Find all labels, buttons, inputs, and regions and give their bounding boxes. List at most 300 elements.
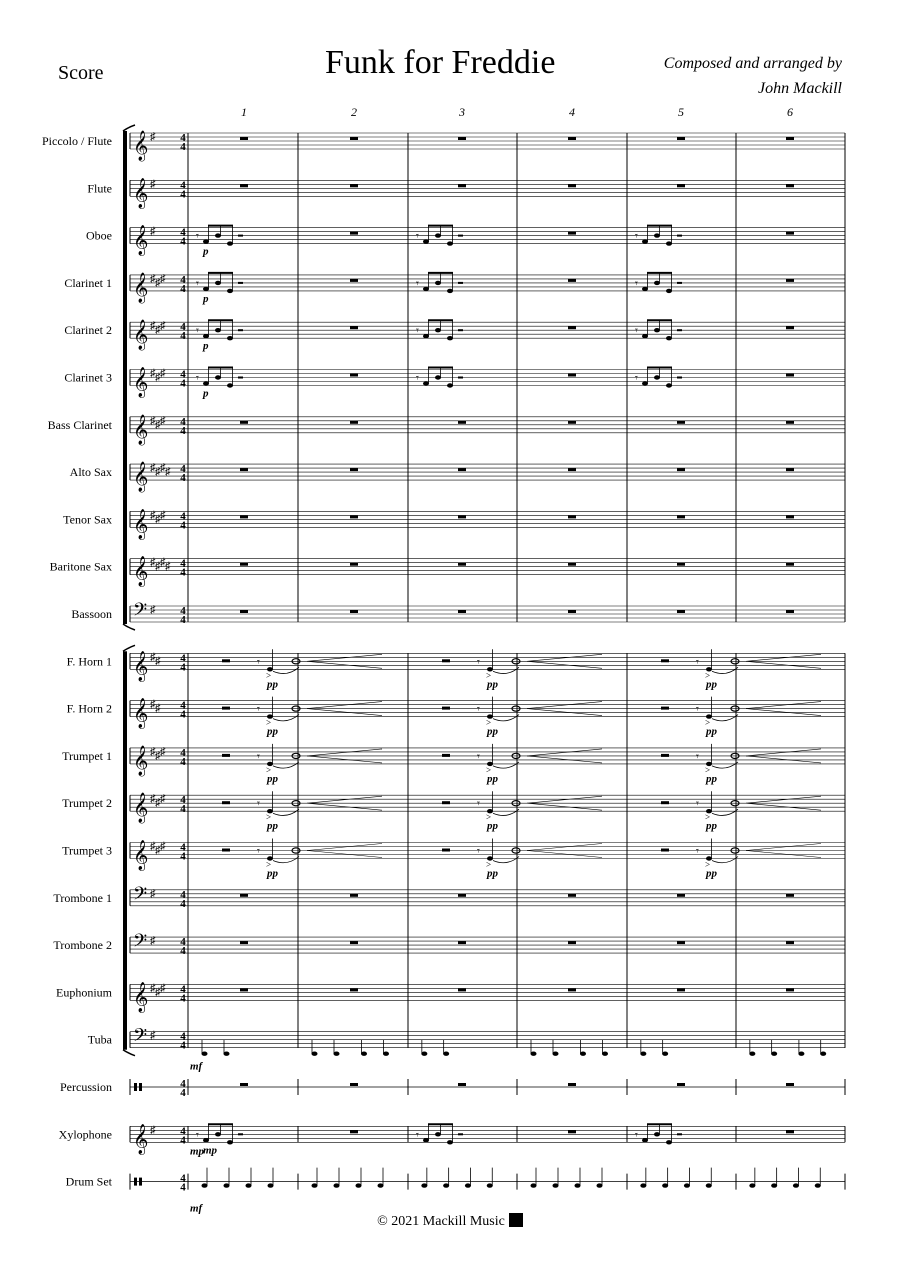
eighth-rest-icon: 𝄾 [477, 703, 480, 716]
decrescendo-line [307, 796, 382, 803]
whole-rest-icon [350, 326, 358, 329]
key-sharp-icon: ♯ [165, 560, 171, 573]
instrument-name: Baritone Sax [49, 559, 112, 574]
accent-mark: > [486, 670, 492, 681]
eighth-rest-icon: 𝄾 [696, 750, 699, 763]
key-sharp-icon: ♯ [150, 272, 156, 285]
dynamic-marking: mp [203, 1144, 218, 1157]
whole-rest-icon [568, 184, 576, 187]
tie-arc [712, 857, 738, 863]
tie-arc [712, 667, 738, 673]
instrument-name: Clarinet 1 [64, 275, 112, 290]
dynamic-marking: p [203, 387, 209, 400]
treble-clef-icon: 𝄞 [133, 509, 149, 539]
key-sharp-icon: ♯ [150, 840, 156, 853]
accent-mark: > [705, 670, 711, 681]
staff-clarinet-2 [64, 319, 845, 352]
tie-arc [712, 809, 738, 815]
half-rest-icon [442, 659, 450, 662]
time-signature-bottom: 4 [180, 330, 186, 343]
staff-clarinet-1 [64, 272, 845, 305]
whole-rest-icon [350, 421, 358, 424]
time-signature-bottom: 4 [180, 945, 186, 958]
eighth-rest-icon: 𝄾 [635, 325, 638, 338]
staff-drum-set [66, 1168, 845, 1215]
whole-rest-icon [786, 515, 794, 518]
time-signature-bottom: 4 [180, 1181, 186, 1194]
whole-rest-icon [677, 988, 685, 991]
half-rest-icon [222, 659, 230, 662]
whole-rest-icon [240, 468, 248, 471]
treble-clef-icon: 𝄞 [133, 225, 149, 255]
decrescendo-line [307, 756, 382, 763]
decrescendo-line [746, 709, 821, 716]
whole-rest-icon [568, 515, 576, 518]
time-signature-bottom: 4 [180, 424, 186, 437]
staff-trombone-2 [53, 930, 845, 957]
eighth-rest-icon: 𝄾 [257, 750, 260, 763]
whole-rest-icon [568, 232, 576, 235]
key-sharp-icon: ♯ [155, 513, 161, 526]
time-signature-top: 4 [180, 321, 186, 334]
staff-oboe [86, 225, 845, 258]
whole-rest-icon [786, 137, 794, 140]
note-head [640, 1052, 646, 1056]
dynamic-marking: pp [267, 678, 278, 691]
whole-rest-icon [240, 184, 248, 187]
measure-number: 6 [787, 105, 793, 119]
accent-mark: > [705, 859, 711, 870]
decrescendo-line [307, 749, 382, 756]
key-sharp-icon: ♯ [150, 604, 156, 616]
staff-percussion [60, 1078, 845, 1099]
time-signature-top: 4 [180, 179, 186, 192]
measure-number: 4 [569, 105, 575, 119]
dynamic-marking: mp [190, 1145, 205, 1158]
treble-clef-icon: 𝄞 [133, 698, 149, 728]
time-signature-top: 4 [180, 226, 186, 239]
whole-rest-icon [786, 468, 794, 471]
whole-rest-icon [568, 326, 576, 329]
quarter-rest-icon [677, 329, 682, 331]
time-signature-bottom: 4 [180, 1087, 186, 1099]
staff-trumpet-1 [62, 744, 845, 785]
time-signature-bottom: 4 [180, 803, 186, 816]
decrescendo-line [527, 844, 602, 851]
time-signature-bottom: 4 [180, 661, 186, 674]
composer-name: John Mackill [758, 80, 842, 97]
key-sharp-icon: ♯ [155, 418, 161, 431]
treble-clef-icon: 𝄞 [133, 793, 149, 823]
decrescendo-line [527, 803, 602, 810]
piece-title: Funk for Freddie [325, 44, 556, 81]
whole-rest-icon [240, 421, 248, 424]
whole-rest-icon [786, 374, 794, 377]
decrescendo-line [527, 709, 602, 716]
time-signature-bottom: 4 [180, 472, 186, 485]
time-signature-top: 4 [180, 557, 186, 570]
dynamic-marking: pp [267, 725, 278, 738]
accent-mark: > [705, 812, 711, 823]
instrument-name: Trumpet 1 [62, 748, 112, 763]
staff-euphonium [56, 981, 845, 1013]
instrument-name: Flute [87, 181, 112, 196]
instrument-name: Trumpet 2 [62, 796, 112, 811]
whole-rest-icon [240, 515, 248, 518]
eighth-rest-icon: 𝄾 [696, 798, 699, 811]
eighth-rest-icon: 𝄾 [477, 845, 480, 858]
decrescendo-line [307, 654, 382, 661]
time-signature-bottom: 4 [180, 235, 186, 248]
whole-rest-icon [350, 1083, 358, 1086]
key-sharp-icon: ♯ [155, 466, 161, 479]
time-signature-bottom: 4 [180, 519, 186, 532]
key-sharp-icon: ♯ [150, 1124, 156, 1137]
eighth-rest-icon: 𝄾 [416, 277, 419, 290]
whole-rest-icon [568, 941, 576, 944]
whole-rest-icon [677, 468, 685, 471]
time-signature-top: 4 [180, 415, 186, 428]
dynamic-marking: pp [487, 725, 498, 738]
time-signature-bottom: 4 [180, 614, 186, 626]
eighth-rest-icon: 𝄾 [196, 1129, 199, 1142]
time-signature-top: 4 [180, 510, 186, 523]
key-sharp-icon: ♯ [165, 466, 171, 479]
time-signature-top: 4 [180, 132, 186, 144]
half-rest-icon [442, 707, 450, 710]
whole-rest-icon [568, 1083, 576, 1086]
dynamic-marking: pp [267, 820, 278, 833]
dynamic-marking: pp [487, 772, 498, 785]
bass-clef-icon: 𝄢 [133, 1024, 148, 1050]
tie-arc [273, 809, 299, 815]
decrescendo-line [746, 756, 821, 763]
tie-arc [712, 715, 738, 721]
instrument-name: Piccolo / Flute [42, 134, 112, 148]
decrescendo-line [527, 756, 602, 763]
dynamic-marking: mf [190, 1202, 203, 1215]
decrescendo-line [527, 661, 602, 668]
time-signature-top: 4 [180, 888, 186, 901]
whole-rest-icon [240, 563, 248, 566]
accent-mark: > [266, 670, 272, 681]
tie-arc [493, 715, 519, 721]
percussion-clef-icon [139, 1083, 142, 1091]
whole-rest-icon [568, 279, 576, 282]
whole-rest-icon [677, 941, 685, 944]
quarter-rest-icon [677, 377, 682, 379]
measure-number: 2 [351, 105, 357, 119]
key-sharp-icon: ♯ [160, 840, 166, 853]
time-signature-bottom: 4 [180, 992, 186, 1005]
decrescendo-line [307, 709, 382, 716]
dynamic-marking: pp [487, 820, 498, 833]
half-rest-icon [661, 801, 669, 804]
time-signature-top: 4 [180, 1125, 186, 1138]
decrescendo-line [527, 749, 602, 756]
staff-xylophone [59, 1123, 845, 1157]
eighth-rest-icon: 𝄾 [257, 845, 260, 858]
whole-rest-icon [786, 421, 794, 424]
whole-rest-icon [350, 894, 358, 897]
quarter-rest-icon [238, 329, 243, 331]
treble-clef-icon: 𝄞 [133, 462, 149, 492]
instrument-name: Bassoon [71, 607, 112, 621]
instrument-name: Clarinet 3 [64, 370, 112, 385]
staff-flute [87, 177, 845, 209]
time-signature-top: 4 [180, 1030, 186, 1043]
eighth-rest-icon: 𝄾 [416, 372, 419, 385]
whole-rest-icon [677, 137, 685, 140]
tie-arc [273, 857, 299, 863]
whole-rest-icon [350, 610, 358, 613]
whole-rest-icon [240, 988, 248, 991]
accent-mark: > [705, 717, 711, 728]
note-head [531, 1052, 537, 1056]
time-signature-bottom: 4 [180, 566, 186, 579]
decrescendo-line [746, 844, 821, 851]
tie-arc [493, 762, 519, 768]
percussion-clef-icon [134, 1083, 137, 1091]
tie-arc [273, 762, 299, 768]
whole-rest-icon [568, 421, 576, 424]
dynamic-marking: pp [706, 820, 717, 833]
whole-rest-icon [240, 610, 248, 613]
accent-mark: > [266, 717, 272, 728]
key-sharp-icon: ♯ [150, 462, 156, 475]
half-rest-icon [442, 849, 450, 852]
decrescendo-line [746, 803, 821, 810]
time-signature-bottom: 4 [180, 897, 186, 910]
quarter-rest-icon [458, 329, 463, 331]
decrescendo-line [746, 749, 821, 756]
time-signature-top: 4 [180, 983, 186, 996]
eighth-rest-icon: 𝄾 [196, 230, 199, 243]
dynamic-marking: mf [190, 1060, 203, 1073]
time-signature-top: 4 [180, 936, 186, 949]
instrument-name: Trumpet 3 [62, 843, 112, 858]
whole-rest-icon [458, 941, 466, 944]
eighth-rest-icon: 𝄾 [416, 325, 419, 338]
whole-rest-icon [786, 232, 794, 235]
eighth-rest-icon: 𝄾 [257, 656, 260, 669]
whole-rest-icon [240, 941, 248, 944]
time-signature-top: 4 [180, 841, 186, 854]
whole-rest-icon [458, 894, 466, 897]
bass-clef-icon: 𝄢 [133, 599, 148, 624]
measure-number: 1 [241, 105, 247, 119]
tie-arc [493, 667, 519, 673]
decrescendo-line [527, 851, 602, 858]
whole-rest-icon [350, 941, 358, 944]
time-signature-top: 4 [180, 1078, 186, 1090]
dynamic-marking: pp [487, 678, 498, 691]
time-signature-bottom: 4 [180, 188, 186, 201]
bass-clef-icon: 𝄢 [133, 882, 148, 908]
dynamic-marking: pp [267, 867, 278, 880]
dynamic-marking: p [203, 245, 209, 258]
whole-rest-icon [786, 184, 794, 187]
whole-rest-icon [240, 1083, 248, 1086]
key-sharp-icon: ♯ [150, 225, 156, 238]
dynamic-marking: p [203, 340, 209, 353]
measure-number: 5 [678, 105, 684, 119]
half-rest-icon [661, 707, 669, 710]
percussion-clef-icon [139, 1178, 142, 1186]
whole-rest-icon [350, 468, 358, 471]
whole-rest-icon [350, 1130, 358, 1133]
key-sharp-icon: ♯ [155, 749, 161, 762]
time-signature-top: 4 [180, 1172, 186, 1185]
treble-clef-icon: 𝄞 [133, 272, 149, 302]
staff-f-horn-2 [67, 697, 845, 738]
eighth-rest-icon: 𝄾 [257, 703, 260, 716]
whole-rest-icon [786, 894, 794, 897]
whole-rest-icon [458, 610, 466, 613]
eighth-rest-icon: 𝄾 [635, 230, 638, 243]
accent-mark: > [266, 764, 272, 775]
key-sharp-icon: ♯ [155, 276, 161, 289]
instrument-name: F. Horn 2 [66, 701, 112, 716]
staff-trumpet-2 [62, 791, 845, 832]
half-rest-icon [222, 754, 230, 757]
decrescendo-line [527, 702, 602, 709]
key-sharp-icon: ♯ [160, 272, 166, 285]
accent-mark: > [705, 764, 711, 775]
woodwind-bracket [123, 131, 127, 624]
whole-rest-icon [568, 137, 576, 140]
tie-arc [493, 857, 519, 863]
quarter-rest-icon [238, 282, 243, 284]
measure-number: 3 [459, 105, 465, 119]
decrescendo-line [527, 796, 602, 803]
key-sharp-icon: ♯ [150, 1029, 156, 1042]
whole-rest-icon [458, 563, 466, 566]
whole-rest-icon [350, 279, 358, 282]
staff-clarinet-3 [64, 367, 845, 400]
instrument-name: Percussion [60, 1080, 112, 1094]
time-signature-bottom: 4 [180, 282, 186, 295]
eighth-rest-icon: 𝄾 [196, 277, 199, 290]
decrescendo-line [746, 661, 821, 668]
time-signature-bottom: 4 [180, 1134, 186, 1147]
whole-rest-icon [350, 988, 358, 991]
tie-arc [273, 715, 299, 721]
treble-clef-icon: 𝄞 [133, 1124, 149, 1154]
treble-clef-icon: 𝄞 [133, 367, 149, 397]
whole-rest-icon [568, 468, 576, 471]
eighth-rest-icon: 𝄾 [635, 277, 638, 290]
eighth-rest-icon: 𝄾 [635, 372, 638, 385]
eighth-rest-icon: 𝄾 [477, 798, 480, 811]
key-sharp-icon: ♯ [150, 698, 156, 711]
treble-clef-icon: 𝄞 [133, 178, 149, 208]
note-head [798, 1052, 804, 1056]
treble-clef-icon: 𝄞 [133, 320, 149, 350]
quarter-rest-icon [458, 235, 463, 237]
whole-rest-icon [786, 610, 794, 613]
time-signature-bottom: 4 [180, 141, 186, 153]
time-signature-top: 4 [180, 699, 186, 712]
key-sharp-icon: ♯ [155, 371, 161, 384]
time-signature-top: 4 [180, 605, 186, 617]
key-sharp-icon: ♯ [150, 509, 156, 522]
eighth-rest-icon: 𝄾 [696, 845, 699, 858]
key-sharp-icon: ♯ [150, 414, 156, 427]
quarter-rest-icon [238, 1133, 243, 1135]
dynamic-marking: pp [487, 867, 498, 880]
whole-rest-icon [458, 137, 466, 140]
accent-mark: > [486, 859, 492, 870]
instrument-name: Tenor Sax [63, 512, 112, 527]
key-sharp-icon: ♯ [150, 793, 156, 806]
staff-alto-sax [70, 461, 845, 493]
score-label: Score [58, 62, 104, 84]
decrescendo-line [746, 796, 821, 803]
instrument-name: Tuba [87, 1032, 112, 1047]
key-sharp-icon: ♯ [150, 982, 156, 995]
tie-arc [273, 667, 299, 673]
key-sharp-icon: ♯ [150, 745, 156, 758]
instrument-name: Xylophone [58, 1127, 112, 1142]
time-signature-top: 4 [180, 746, 186, 759]
decrescendo-line [307, 844, 382, 851]
whole-rest-icon [677, 1083, 685, 1086]
key-sharp-icon: ♯ [150, 367, 156, 380]
key-sharp-icon: ♯ [160, 793, 166, 806]
accent-mark: > [486, 812, 492, 823]
staff-bass-clarinet [48, 414, 845, 446]
whole-rest-icon [677, 894, 685, 897]
eighth-rest-icon: 𝄾 [257, 798, 260, 811]
woodwind-bracket-bottom [123, 624, 135, 630]
staff-tuba [88, 1025, 845, 1073]
staff-tenor-sax [63, 508, 845, 540]
whole-rest-icon [786, 563, 794, 566]
eighth-rest-icon: 𝄾 [696, 656, 699, 669]
copyright-footer [0, 1213, 900, 1230]
key-sharp-icon: ♯ [150, 131, 156, 143]
time-signature-bottom: 4 [180, 1039, 186, 1052]
half-rest-icon [661, 754, 669, 757]
key-sharp-icon: ♯ [160, 745, 166, 758]
dynamic-marking: pp [706, 678, 717, 691]
key-sharp-icon: ♯ [150, 178, 156, 191]
whole-rest-icon [677, 563, 685, 566]
decrescendo-line [746, 702, 821, 709]
whole-rest-icon [458, 421, 466, 424]
instrument-name: Bass Clarinet [47, 417, 112, 432]
treble-clef-icon: 𝄞 [133, 131, 149, 160]
eighth-rest-icon: 𝄾 [416, 1129, 419, 1142]
accent-mark: > [266, 859, 272, 870]
key-sharp-icon: ♯ [160, 509, 166, 522]
whole-rest-icon [568, 988, 576, 991]
eighth-rest-icon: 𝄾 [477, 750, 480, 763]
key-sharp-icon: ♯ [160, 982, 166, 995]
note-head [553, 1052, 559, 1056]
key-sharp-icon: ♯ [155, 324, 161, 337]
time-signature-bottom: 4 [180, 755, 186, 768]
half-rest-icon [442, 754, 450, 757]
eighth-rest-icon: 𝄾 [696, 703, 699, 716]
key-sharp-icon: ♯ [150, 651, 156, 664]
instrument-name: F. Horn 1 [66, 654, 112, 669]
note-head [602, 1052, 608, 1056]
whole-rest-icon [786, 326, 794, 329]
treble-clef-icon: 𝄞 [133, 982, 149, 1012]
instrument-name: Drum Set [65, 1174, 112, 1189]
